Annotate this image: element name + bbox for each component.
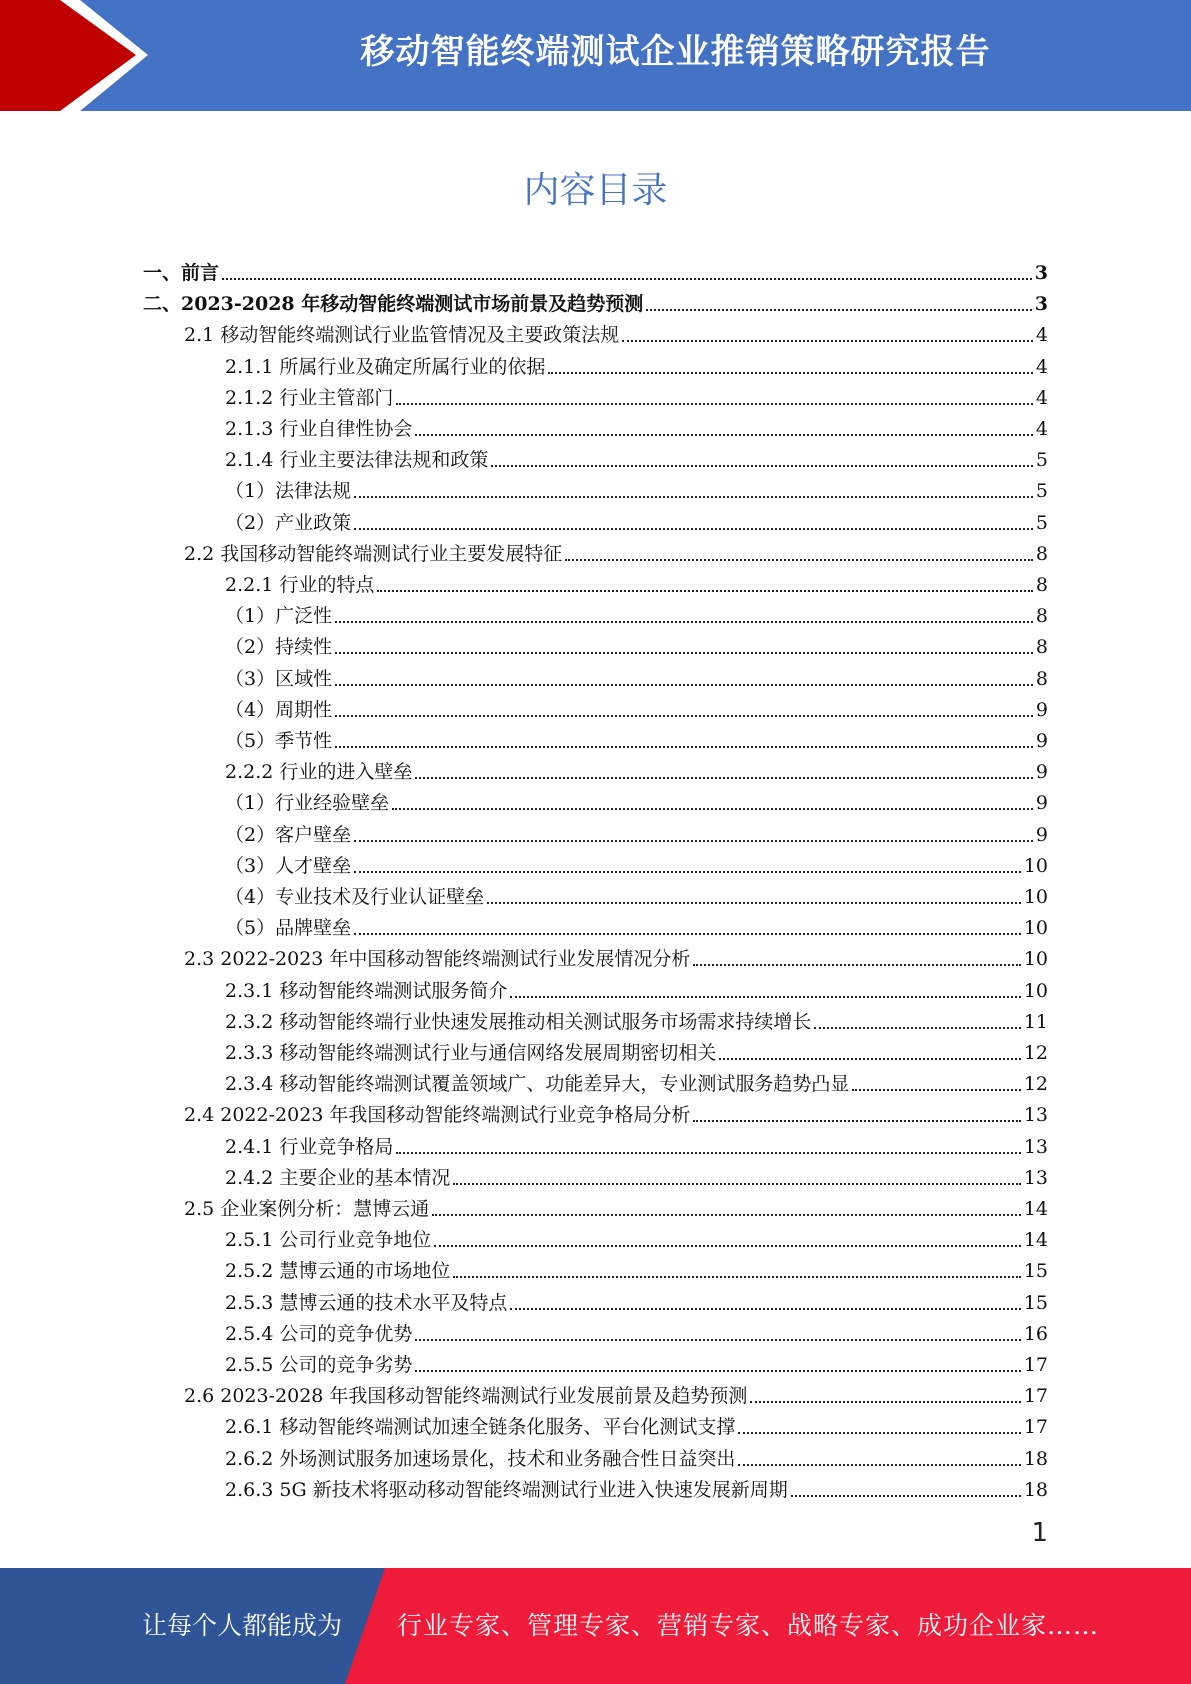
toc-dot-leader (335, 715, 1033, 717)
toc-entry[interactable] (184, 1377, 1048, 1408)
toc-entry-label: 2.2.2 行业的进入壁垒 (225, 761, 413, 784)
toc-entry[interactable] (225, 753, 1048, 784)
toc-entry[interactable] (225, 1315, 1048, 1346)
toc-dot-leader (335, 621, 1033, 623)
footer-slogan-left: 让每个人都能成为 (142, 1611, 343, 1640)
toc-entry-page: 5 (1035, 480, 1048, 503)
toc-entry-page: 10 (1023, 854, 1048, 877)
toc-dot-leader (222, 278, 1032, 280)
toc-entry-label: （5）品牌壁垒 (225, 917, 352, 940)
toc-entry[interactable] (225, 441, 1048, 472)
toc-entry[interactable] (225, 878, 1048, 909)
page-header (0, 0, 1191, 111)
toc-entry-page: 4 (1035, 324, 1048, 347)
toc-entry-label: （2）客户壁垒 (225, 823, 352, 846)
toc-entry[interactable] (143, 285, 1048, 316)
toc-dot-leader (392, 808, 1033, 810)
toc-entry-page: 17 (1023, 1354, 1048, 1376)
toc-entry-page: 3 (1034, 262, 1048, 284)
footer-slogan-right: 行业专家、管理专家、营销专家、战略专家、成功企业家…… (397, 1611, 1100, 1640)
toc-entry[interactable] (225, 972, 1048, 1003)
toc-entry[interactable] (184, 940, 1048, 971)
toc-entry-label: 2.1.3 行业自律性协会 (225, 418, 413, 440)
toc-dot-leader (453, 1276, 1020, 1278)
toc-entry-label: 2.1.4 行业主要法律法规和政策 (225, 449, 489, 472)
toc-dot-leader (719, 1058, 1020, 1060)
toc-entry-page: 10 (1023, 948, 1048, 971)
report-title: 移动智能终端测试企业推销策略研究报告 (360, 32, 991, 72)
toc-dot-leader (335, 652, 1033, 654)
toc-entry-label: 2.4.1 行业竞争格局 (225, 1135, 394, 1158)
toc-entry[interactable] (225, 504, 1048, 535)
toc-dot-leader (415, 434, 1033, 436)
toc-dot-leader (738, 1464, 1020, 1466)
toc-dot-leader (814, 1027, 1020, 1029)
toc-entry-page: 4 (1035, 386, 1048, 409)
toc-dot-leader (453, 1183, 1020, 1185)
toc-entry-page: 9 (1035, 761, 1048, 784)
toc-entry[interactable] (225, 722, 1048, 753)
toc-entry-label: （3）区域性 (225, 667, 333, 690)
toc-dot-leader (852, 1089, 1020, 1091)
toc-entry-label: 2.6.1 移动智能终端测试加速全链条化服务、平台化测试支撑 (225, 1416, 736, 1439)
toc-entry-label: 一、前言 (143, 262, 220, 284)
toc-entry-label: 二、2023-2028 年移动智能终端测试市场前景及趋势预测 (143, 293, 644, 316)
toc-dot-leader (750, 1401, 1020, 1403)
toc-entry-label: 2.1.2 行业主管部门 (225, 386, 394, 409)
toc-dot-leader (354, 871, 1021, 873)
toc-entry[interactable] (184, 535, 1048, 566)
toc-entry[interactable] (225, 1252, 1048, 1283)
toc-entry[interactable] (225, 410, 1048, 441)
toc-entry-page: 9 (1035, 823, 1048, 846)
toc-entry-label: 2.5.5 公司的竞争劣势 (225, 1354, 413, 1376)
toc-entry[interactable] (225, 909, 1048, 940)
toc-dot-leader (622, 340, 1033, 342)
toc-entry-label: （1）广泛性 (225, 605, 333, 628)
toc-entry[interactable] (225, 348, 1048, 379)
toc-dot-leader (396, 1152, 1020, 1154)
toc-entry-page: 15 (1023, 1291, 1048, 1314)
toc-entry-page: 8 (1035, 542, 1048, 565)
toc-entry[interactable] (225, 1003, 1048, 1034)
toc-entry-label: 2.3.4 移动智能终端测试覆盖领域广、功能差异大，专业测试服务趋势凸显 (225, 1073, 850, 1096)
toc-dot-leader (646, 309, 1032, 311)
toc-entry-label: 2.6.3 5G 新技术将驱动移动智能终端测试行业进入快速发展新周期 (225, 1478, 788, 1501)
toc-dot-leader (548, 372, 1033, 374)
toc-entry-label: 2.5.2 慧博云通的市场地位 (225, 1260, 451, 1283)
toc-entry[interactable] (225, 566, 1048, 597)
toc-entry-page: 10 (1023, 886, 1048, 908)
toc-entry-page: 16 (1023, 1322, 1048, 1345)
toc-entry[interactable] (184, 316, 1048, 347)
toc-entry-page: 12 (1023, 1042, 1048, 1064)
toc-entry[interactable] (225, 1065, 1048, 1096)
toc-entry[interactable] (225, 691, 1048, 722)
toc-entry-label: 2.5.3 慧博云通的技术水平及特点 (225, 1291, 508, 1314)
toc-entry-page: 15 (1023, 1260, 1048, 1283)
toc-entry-page: 8 (1035, 574, 1048, 596)
toc-entry[interactable] (225, 1221, 1048, 1252)
toc-dot-leader (415, 1339, 1020, 1341)
toc-entry-page: 9 (1035, 792, 1048, 815)
toc-dot-leader (335, 746, 1033, 748)
toc-entry-label: （2）产业政策 (225, 511, 352, 534)
toc-entry-page: 4 (1035, 355, 1048, 378)
toc-entry-page: 17 (1023, 1385, 1048, 1408)
toc-entry-label: （4）专业技术及行业认证壁垒 (225, 886, 485, 908)
toc-dot-leader (415, 777, 1033, 779)
toc-entry-page: 8 (1035, 636, 1048, 659)
toc-entry-label: 2.1.1 所属行业及确定所属行业的依据 (225, 355, 546, 378)
toc-entry-page: 14 (1023, 1198, 1048, 1220)
toc-entry-page: 13 (1023, 1104, 1048, 1127)
toc-dot-leader (738, 1432, 1020, 1434)
toc-dot-leader (354, 496, 1033, 498)
toc-entry[interactable] (225, 1159, 1048, 1190)
toc-entry[interactable] (225, 847, 1048, 878)
toc-entry[interactable] (225, 1034, 1048, 1065)
toc-entry-label: 2.1 移动智能终端测试行业监管情况及主要政策法规 (184, 324, 620, 347)
toc-entry[interactable] (225, 816, 1048, 847)
toc-entry[interactable] (225, 1471, 1048, 1502)
toc-entry[interactable] (225, 660, 1048, 691)
toc-entry[interactable] (225, 1346, 1048, 1377)
toc-entry-page: 3 (1034, 293, 1048, 316)
toc-dot-leader (510, 1308, 1020, 1310)
toc-dot-leader (377, 590, 1033, 592)
page-footer (0, 1568, 1191, 1684)
toc-dot-leader (693, 964, 1020, 966)
toc-entry[interactable] (225, 1284, 1048, 1315)
toc-entry-page: 5 (1035, 511, 1048, 534)
toc-entry[interactable] (225, 1440, 1048, 1471)
toc-entry-label: 2.6.2 外场测试服务加速场景化，技术和业务融合性日益突出 (225, 1447, 736, 1470)
toc-entry-label: 2.3.3 移动智能终端测试行业与通信网络发展周期密切相关 (225, 1042, 717, 1064)
toc-entry-page: 4 (1035, 418, 1048, 440)
toc-entry[interactable] (225, 379, 1048, 410)
toc-entry-page: 10 (1023, 979, 1048, 1002)
toc-entry-label: （1）行业经验壁垒 (225, 792, 390, 815)
toc-entry[interactable] (225, 1408, 1048, 1439)
toc-entry-page: 8 (1035, 667, 1048, 690)
toc-entry-label: （1）法律法规 (225, 480, 352, 503)
toc-entry-page: 12 (1023, 1073, 1048, 1096)
toc-entry[interactable] (143, 254, 1048, 285)
toc-entry-page: 11 (1023, 1010, 1048, 1033)
toc-dot-leader (434, 1245, 1020, 1247)
toc-dot-leader (693, 1120, 1020, 1122)
toc-entry-label: 2.3.2 移动智能终端行业快速发展推动相关测试服务市场需求持续增长 (225, 1010, 812, 1033)
toc-dot-leader (491, 465, 1033, 467)
toc-entry-label: （2）持续性 (225, 636, 333, 659)
toc-entry-page: 9 (1035, 730, 1048, 752)
toc-entry[interactable] (225, 1128, 1048, 1159)
page-number: 1 (1031, 1518, 1048, 1548)
toc-entry-label: 2.5.4 公司的竞争优势 (225, 1322, 413, 1345)
toc-dot-leader (510, 996, 1020, 998)
toc-entry-page: 14 (1023, 1229, 1048, 1252)
toc-entry-label: （4）周期性 (225, 698, 333, 721)
toc-entry-page: 5 (1035, 449, 1048, 472)
toc-entry[interactable] (225, 472, 1048, 503)
toc-entry-label: 2.5 企业案例分析：慧博云通 (184, 1198, 430, 1220)
toc-entry-page: 13 (1023, 1166, 1048, 1189)
toc-entry[interactable] (225, 628, 1048, 659)
toc-entry-label: 2.4 2022-2023 年我国移动智能终端测试行业竞争格局分析 (184, 1104, 691, 1127)
toc-entry-label: 2.5.1 公司行业竞争地位 (225, 1229, 432, 1252)
toc-dot-leader (354, 933, 1021, 935)
toc-dot-leader (396, 403, 1033, 405)
toc-entry-label: （5）季节性 (225, 730, 333, 752)
toc-entry-label: 2.2 我国移动智能终端测试行业主要发展特征 (184, 542, 563, 565)
toc-dot-leader (432, 1214, 1021, 1216)
toc-dot-leader (791, 1495, 1021, 1497)
toc-entry[interactable] (225, 784, 1048, 815)
toc-entry-page: 17 (1023, 1416, 1048, 1439)
toc-dot-leader (335, 684, 1033, 686)
toc-entry-page: 13 (1023, 1135, 1048, 1158)
toc-heading: 内容目录 (523, 170, 668, 211)
toc-entry-page: 8 (1035, 605, 1048, 628)
toc-entry-page: 10 (1023, 917, 1048, 940)
toc-dot-leader (487, 902, 1021, 904)
toc-entry-page: 9 (1035, 698, 1048, 721)
toc-entry-page: 18 (1023, 1478, 1048, 1501)
toc-dot-leader (565, 559, 1033, 561)
toc-entry[interactable] (184, 1190, 1048, 1221)
toc-entry-label: （3）人才壁垒 (225, 854, 352, 877)
toc-entry-label: 2.4.2 主要企业的基本情况 (225, 1166, 451, 1189)
toc-dot-leader (354, 840, 1033, 842)
toc-entry-label: 2.2.1 行业的特点 (225, 574, 375, 596)
toc-entry[interactable] (184, 1096, 1048, 1127)
toc-entry-label: 2.6 2023-2028 年我国移动智能终端测试行业发展前景及趋势预测 (184, 1385, 748, 1408)
toc-entry-label: 2.3 2022-2023 年中国移动智能终端测试行业发展情况分析 (184, 948, 691, 971)
toc-dot-leader (354, 528, 1033, 530)
toc-entry-label: 2.3.1 移动智能终端测试服务简介 (225, 979, 508, 1002)
toc-entry-page: 18 (1023, 1447, 1048, 1470)
toc-entry[interactable] (225, 597, 1048, 628)
toc-dot-leader (415, 1370, 1020, 1372)
